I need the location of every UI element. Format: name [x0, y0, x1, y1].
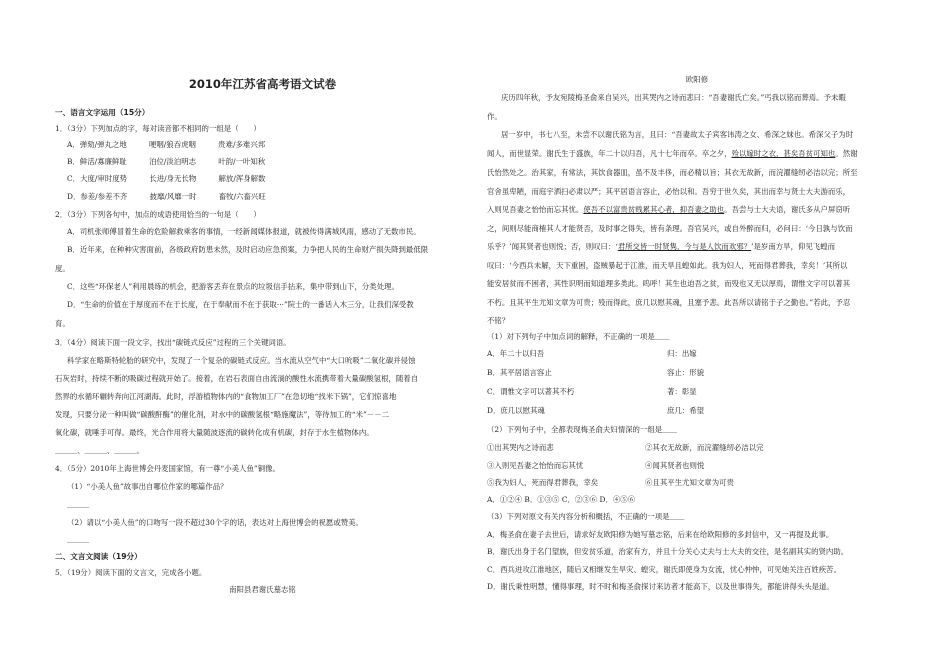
- q5-sub1-stem: （1）对下列句子中加点词的解释，不正确的一项是＿＿: [487, 332, 670, 341]
- article-line: 乐乎？’闻其贤者也则悦；否，则叹曰：‘君所交皆一时贤隽，今与是人饮而欢邪？’是岁南方旱，仰见飞蝗而: [487, 242, 836, 251]
- q1-option-d: D．参差/参差不齐 披靡/风靡一时 畜牧/六畜兴旺: [67, 192, 266, 201]
- q2-option-d: D．“生命的价值在于厚度而不在于长度，在于奉献而不在于获取···”院士的一番话入木三分，让我们深受教: [67, 300, 414, 309]
- page-title: 2010年江苏省高考语文试卷: [188, 77, 337, 91]
- q5-stem: 5．（19分）阅读下面的文言文，完成各小题。: [55, 568, 207, 577]
- article-title: 南阳县君谢氏墓志铭: [229, 585, 296, 594]
- q5-sub1-option-a: A．年二十以归吾: [487, 349, 545, 358]
- q2-option-b-cont: 度。: [55, 264, 70, 273]
- q5-sub2-stem: （2）下列句子中，全都表现梅圣俞夫妇情深的一组是＿＿: [487, 425, 677, 434]
- article-author: 欧阳修: [685, 75, 709, 84]
- q3-passage-line: 氧化碳，就唾手可得。最终，光合作用将大量随波逐流的碳转化成有机碳，封存于水生植物体内。: [55, 428, 374, 437]
- article-line: 入则见吾妻之怡怡而忘其忧。使吾不以富贵贫贱累其心者，抑吾妻之助也。吾尝与士大夫语，谢氏多从户屏窃听: [487, 205, 851, 214]
- q5-sub3-option-b: B．谢氏出身于名门望族，但安贫乐道，治家有方，并且十分关心丈夫与士大夫的交往，是名副其实的贤内助。: [487, 547, 849, 556]
- q5-sub2-item: ①出其哭内之诗而悲: [487, 443, 554, 452]
- q4-sub2-blank[interactable]: ＿＿＿: [67, 535, 90, 544]
- q5-sub1-option-b: B．其平居语言容止: [487, 368, 552, 377]
- q4-stem: 4．（5分）2010年上海世博会丹麦国家馆，有一尊“小美人鱼”铜像。: [55, 464, 280, 473]
- q2-option-c: C．这些“环保老人”利用晨练的机会，把游客丢弃在景点的垃圾信手拈来，集中带到山下，分类处理。: [67, 282, 399, 291]
- section-heading-1: 一、语言文字运用（15分）: [55, 108, 150, 117]
- q5-sub1-option-b-gloss: 容止：形貌: [667, 368, 705, 377]
- section-heading-2: 二、文言文阅读（19分）: [55, 552, 142, 561]
- q5-sub2-options: A．①②④ B．①③⑤ C．②③⑥ D．④⑤⑥: [487, 495, 636, 504]
- q3-passage-line: 科学家在略斯特轮胎的研究中，发现了一个复杂的碳链式反应。当水流从空气中“大口吮吸”二氧化碳并侵蚀: [67, 356, 416, 365]
- q1-option-a: A．弹劾/弹丸之地 哽咽/狼吞虎咽 贵难/多难兴邦: [67, 140, 266, 149]
- article-line: 不朽。且其平生尤知文章为可贵；殁而得此，庶几以慰其魂，且塞予悲。此吾所以请铭于子之勤也。”若此，予忍: [487, 298, 851, 307]
- q3-answer-blank[interactable]: ＿＿＿、＿＿＿、＿＿＿。: [55, 446, 144, 455]
- q3-passage-line: 发现，只要分泌一种叫做“碳酸酐酶”的催化剂，对水中的碳酸氢根“略施魔法”，等待加工的“米”－－二: [55, 410, 390, 419]
- q5-sub1-option-c-gloss: 著：彰显: [667, 387, 697, 396]
- q4-sub2: （2）请以“小美人鱼”的口吻写一段不超过30个字的话，表达对上海世博会的祝愿或赞美。: [67, 518, 363, 527]
- underlined-sentence: 君所交皆一时贤隽，今与是人饮而欢邪？: [617, 242, 752, 251]
- q1-stem: 1．（3分）下列加点的字，每对读音都不相同的一组是（ ）: [55, 124, 261, 133]
- q5-sub2-item: ②其衣无故新，而浣濯缝纫必洁以完: [645, 443, 764, 452]
- article-line: 叹曰：‘今西兵未解，天下重困，盗贼暴起于江淮，而天旱且蝗如此。我为妇人，死而得君葬我，幸矣！’其所以: [487, 261, 848, 270]
- q5-sub3-option-d: D．谢氏秉性明慧，懂得事理，时不时和梅圣俞探讨来访者才能高下，以及世事得失，都能讲得头头是道。: [487, 582, 834, 591]
- article-line: 庆历四年秋，予友宛陵梅圣俞来自吴兴，出其哭内之诗而悲曰：“吾妻谢氏亡矣。”丐我以铭而葬焉。予未暇: [501, 93, 846, 102]
- q2-option-d-cont: 育。: [55, 319, 70, 328]
- q1-option-c: C．大度/审时度势 长进/身无长物 解放/浑身解数: [67, 174, 266, 183]
- q3-passage-line: 然界的水循环辗转奔向江河湖海。此时，浮游植物体内的“食物加工厂”在急切地“找米下锅”，它们惊喜地: [55, 392, 397, 401]
- article-line: 之，间则尽能商榷其人才能贤否，及时事之得失，皆有条理。吾官吴兴，或自外醉而归，必问曰：‘今日孰与饮而: [487, 224, 853, 233]
- q5-sub3-option-a: A．梅圣俞在妻子去世后，请求好友欧阳修为她写墓志铭，后来在给欧阳修的多封信中，又一再提及此事。: [487, 530, 834, 539]
- article-line: 闻人，而世显荣。谢氏生于盛族，年二十以归吾，凡十七年而卒。卒之夕，殓以嫁时之衣，甚矣吾贫可知也。然谢: [487, 149, 858, 158]
- q5-sub3-stem: （3）下列对原文有关内容分析和概括，不正确的一项是＿＿: [487, 512, 685, 521]
- q5-sub3-option-c: C．西兵进攻江淮地区，随后又相继发生旱灾、蝗灾，谢氏即使身为女流，忧心忡忡，可见她关注百姓疾苦。: [487, 565, 841, 574]
- article-line: 氏怡然处之。治其家，有常法，其饮食器皿，虽不及丰侈，而必精以旨；其衣无故新，而浣濯缝纫必洁以完；所至: [487, 168, 858, 177]
- q2-stem: 2．（3分）下列各句中，加点的成语使用恰当的一句是（ ）: [55, 210, 261, 219]
- q3-passage-line: 石灰岩时，持续不断的吸碳过程就开始了。接着，在岩石表面自由流淌的酸性水流携带着大量碳酸氢根，随着自: [55, 374, 419, 383]
- underlined-sentence: 殓以嫁时之衣，甚矣吾贫可知也: [731, 149, 836, 158]
- article-line: 官舍虽卑陋，而庭宇洒扫必肃以严；其平居语言容止，必怡以和。吾穷于世久矣，其出而幸与贤士大夫游而乐，: [487, 187, 851, 196]
- article-line: 作。: [487, 112, 502, 121]
- q5-sub1-option-c: C．谓惟文字可以著其不朽: [487, 387, 575, 396]
- q5-sub2-item: ⑥且其平生尤知文章为可贵: [645, 478, 734, 487]
- underlined-sentence: 使吾不以富贵贫贱累其心者，抑吾妻之助也: [583, 205, 725, 214]
- q1-option-b: B．鲜活/寡廉鲜耻 泊位/淡泊明志 叶韵/一叶知秋: [67, 157, 266, 166]
- q4-sub1: （1）“小美人鱼”故事出自哪位作家的哪篇作品？: [67, 482, 228, 491]
- q5-sub2-item: ⑤我为妇人，死而得君葬我，幸矣: [487, 478, 599, 487]
- q2-option-a: A．司机张师傅冒着生命的危险解救乘客的事情，一经新闻媒体报道，就被传得满城风雨，感动了无数市民。: [67, 227, 421, 236]
- q5-sub1-option-d-gloss: 庶几：希望: [667, 406, 705, 415]
- q5-sub1-option-d: D．庶几以慰其魂: [487, 406, 545, 415]
- q3-stem: 3．（4分）阅读下面一段文字，找出“碳链式反应”过程的三个关键词语。: [55, 338, 291, 347]
- article-line: 居一岁中，书七八至，未尝不以谢氏铭为言，且曰：“吾妻故太子宾客讳涛之女、希深之妹也。希深父子为时: [501, 130, 854, 139]
- q4-sub1-blank[interactable]: ＿＿＿: [67, 500, 90, 509]
- article-line: 能安居贫而不困者，其性识明而知道理多类此。呜呼！其生也迫吾之贫，而殁也又无以厚焉，谓惟文字可以著其: [487, 279, 851, 288]
- q5-sub1-option-a-gloss: 归：出嫁: [667, 349, 697, 358]
- q5-sub2-item: ④闻其贤者也则悦: [645, 461, 705, 470]
- q5-sub2-item: ③入则见吾妻之怡怡而忘其忧: [487, 461, 584, 470]
- article-line: 不铭？: [487, 316, 510, 325]
- q2-option-b: B．近年来，在种种灾害面前，各级政府防患未然，及时启动应急预案，力争把人民的生命财产损失降到最低限: [67, 245, 429, 254]
